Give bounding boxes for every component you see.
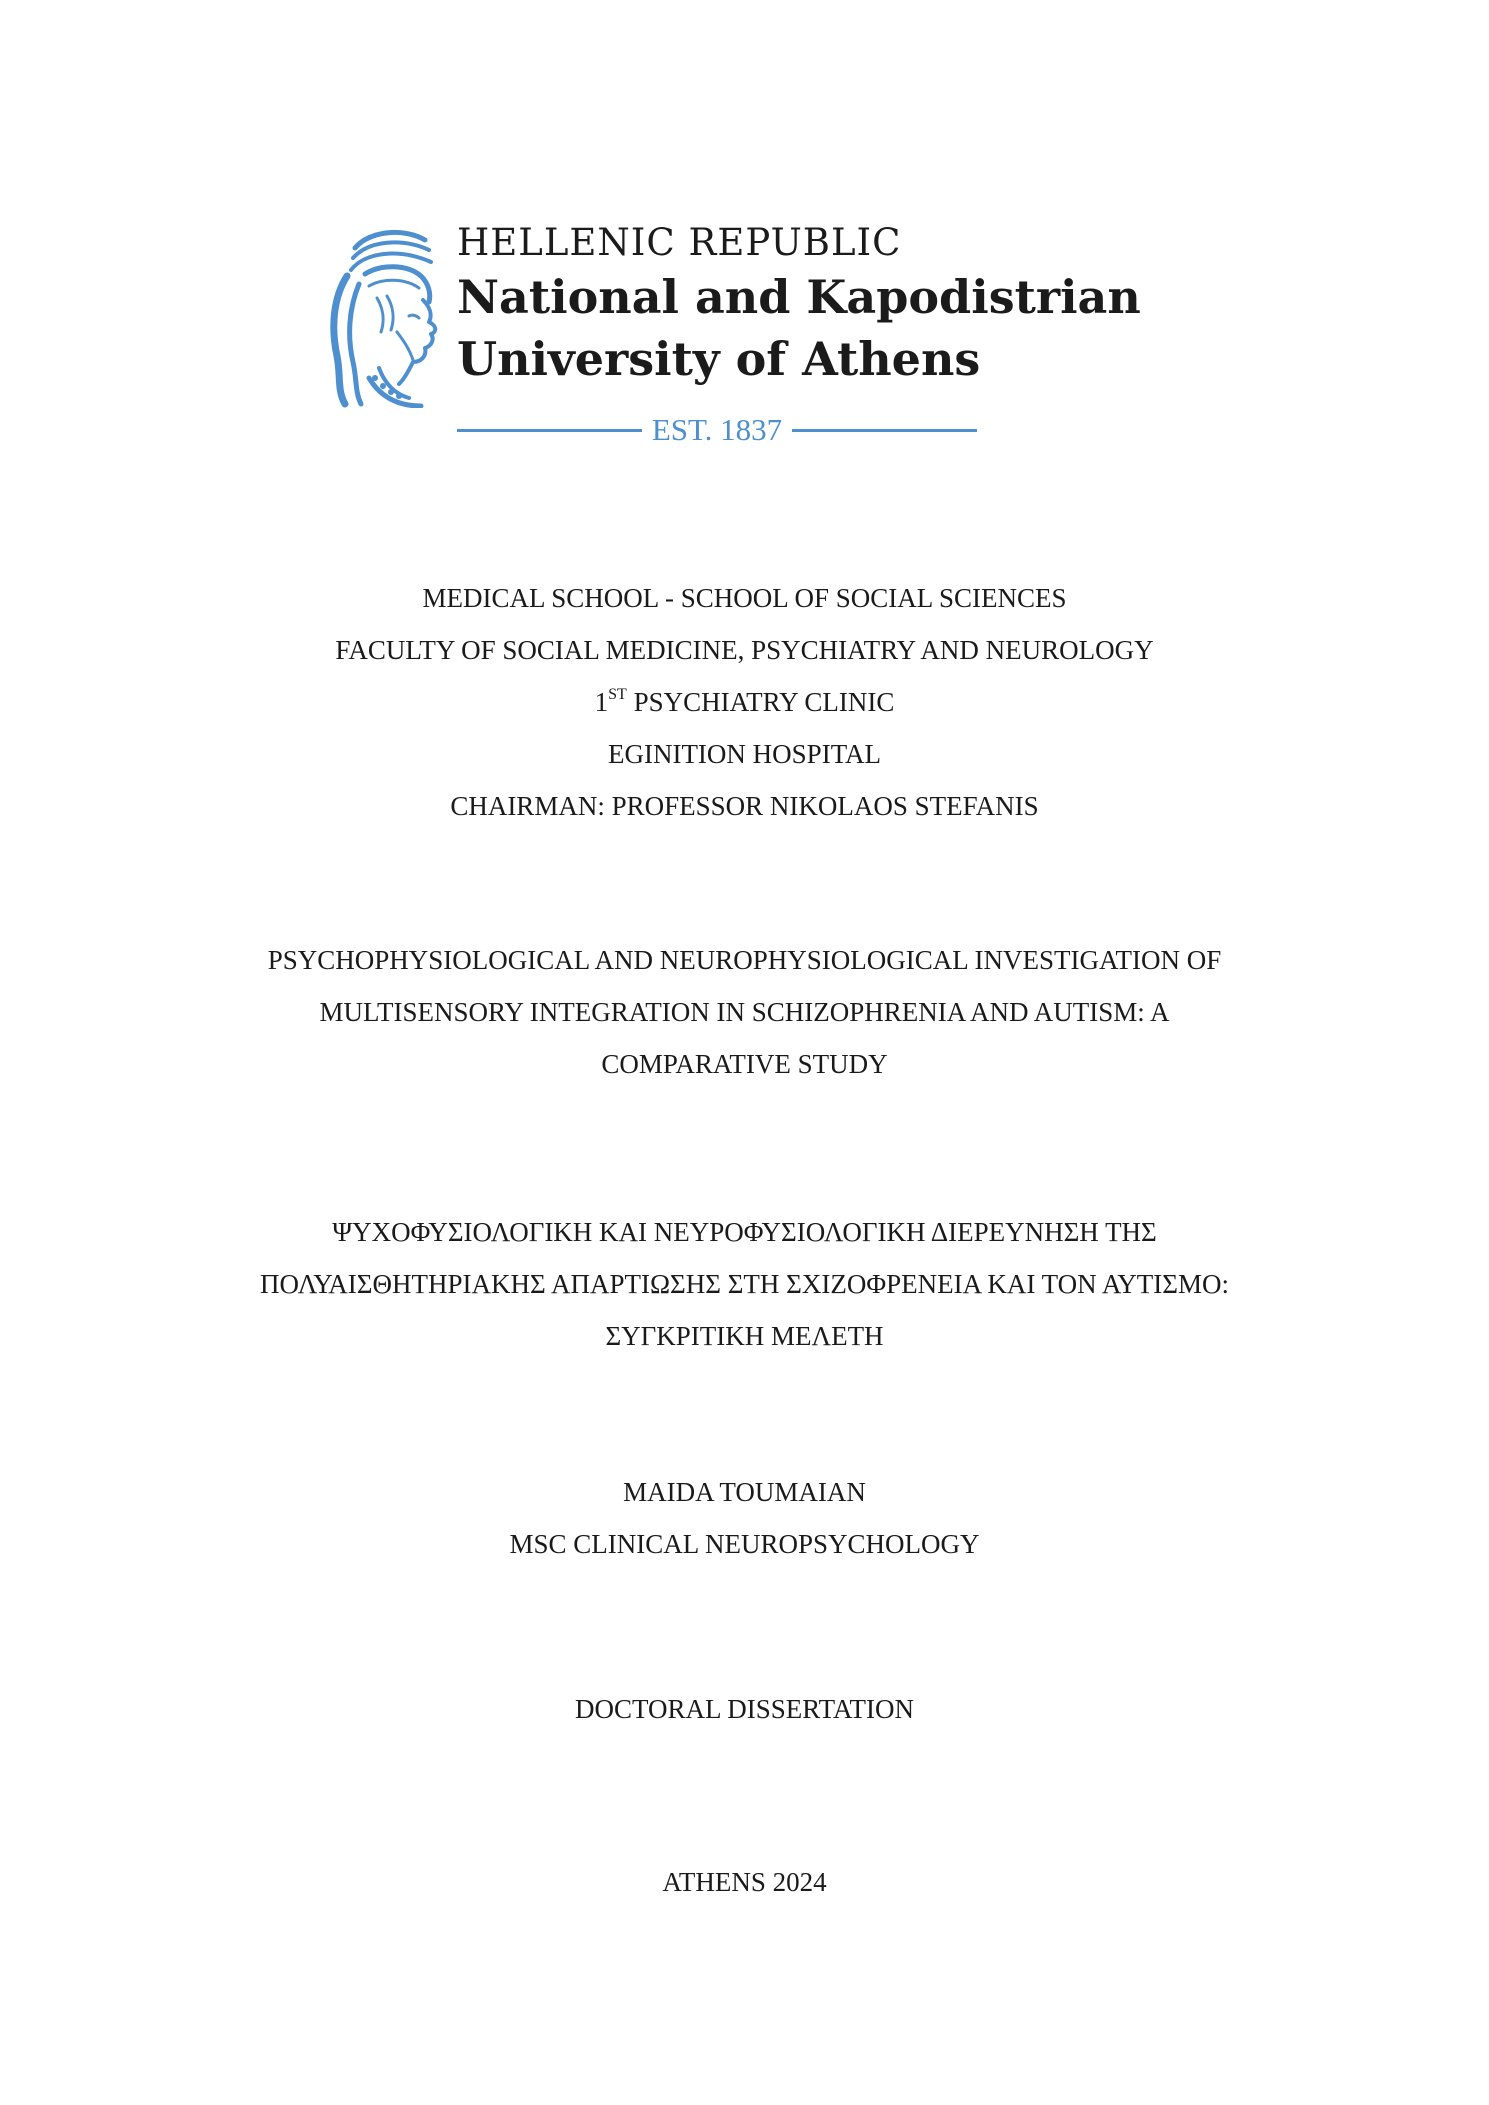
author-name: MAIDA TOUMAIAN	[623, 1477, 866, 1507]
greek-title-line: ΠΟΛΥΑΙΣΘΗΤΗΡΙΑΚΗΣ ΑΠΑΡΤΙΩΣΗΣ ΣΤΗ ΣΧΙΖΟΦΡΕΝΕΙΑ ΚΑΙ ΤΟΝ ΑΥΤΙΣΜΟ:	[260, 1269, 1229, 1299]
logo-republic-text: HELLENIC REPUBLIC	[457, 221, 902, 264]
school-line: MEDICAL SCHOOL - SCHOOL OF SOCIAL SCIENCES	[422, 583, 1067, 613]
document-type-text: DOCTORAL DISSERTATION	[575, 1694, 914, 1724]
place-year	[0, 1856, 1489, 1908]
english-title	[0, 934, 1489, 1090]
logo-university-line1: National and Kapodistrian	[457, 270, 1141, 324]
english-title-line: MULTISENSORY INTEGRATION IN SCHIZOPHRENIA AND AUTISM: A	[319, 997, 1170, 1027]
greek-title-line: ΣΥΓΚΡΙΤΙΚΗ ΜΕΛΕΤΗ	[605, 1321, 884, 1351]
chairman-line: CHAIRMAN: PROFESSOR NIKOLAOS STEFANIS	[450, 791, 1039, 821]
faculty-line: FACULTY OF SOCIAL MEDICINE, PSYCHIATRY AND NEUROLOGY	[335, 635, 1154, 665]
clinic-line	[0, 676, 1489, 728]
logo-rule-right	[792, 429, 977, 432]
clinic-name: PSYCHIATRY CLINIC	[626, 687, 895, 717]
document-type	[0, 1683, 1489, 1735]
author-degree: MSC CLINICAL NEUROPSYCHOLOGY	[509, 1529, 980, 1559]
athena-head-icon	[325, 228, 440, 408]
place-year-text: ATHENS 2024	[662, 1867, 827, 1897]
logo-established	[457, 410, 977, 450]
clinic-suffix: ST	[608, 686, 627, 703]
clinic-number: 1	[594, 687, 609, 717]
greek-title	[0, 1206, 1489, 1362]
english-title-line: COMPARATIVE STUDY	[601, 1049, 888, 1079]
greek-title-line: ΨΥΧΟΦΥΣΙΟΛΟΓΙΚΗ ΚΑΙ ΝΕΥΡΟΦΥΣΙΟΛΟΓΙΚΗ ΔΙΕΡΕΥΝΗΣΗ ΤΗΣ	[332, 1217, 1157, 1247]
faculty-block	[0, 572, 1489, 832]
logo-rule-left	[457, 429, 642, 432]
hospital-line: EGINITION HOSPITAL	[607, 739, 882, 769]
english-title-line: PSYCHOPHYSIOLOGICAL AND NEUROPHYSIOLOGICAL INVESTIGATION OF	[267, 945, 1222, 975]
author-block	[0, 1466, 1489, 1570]
logo-university-line2: University of Athens	[457, 332, 981, 386]
logo-wordmark	[457, 220, 1197, 390]
logo-established-text: EST. 1837	[651, 412, 783, 447]
university-logo	[325, 220, 1205, 450]
